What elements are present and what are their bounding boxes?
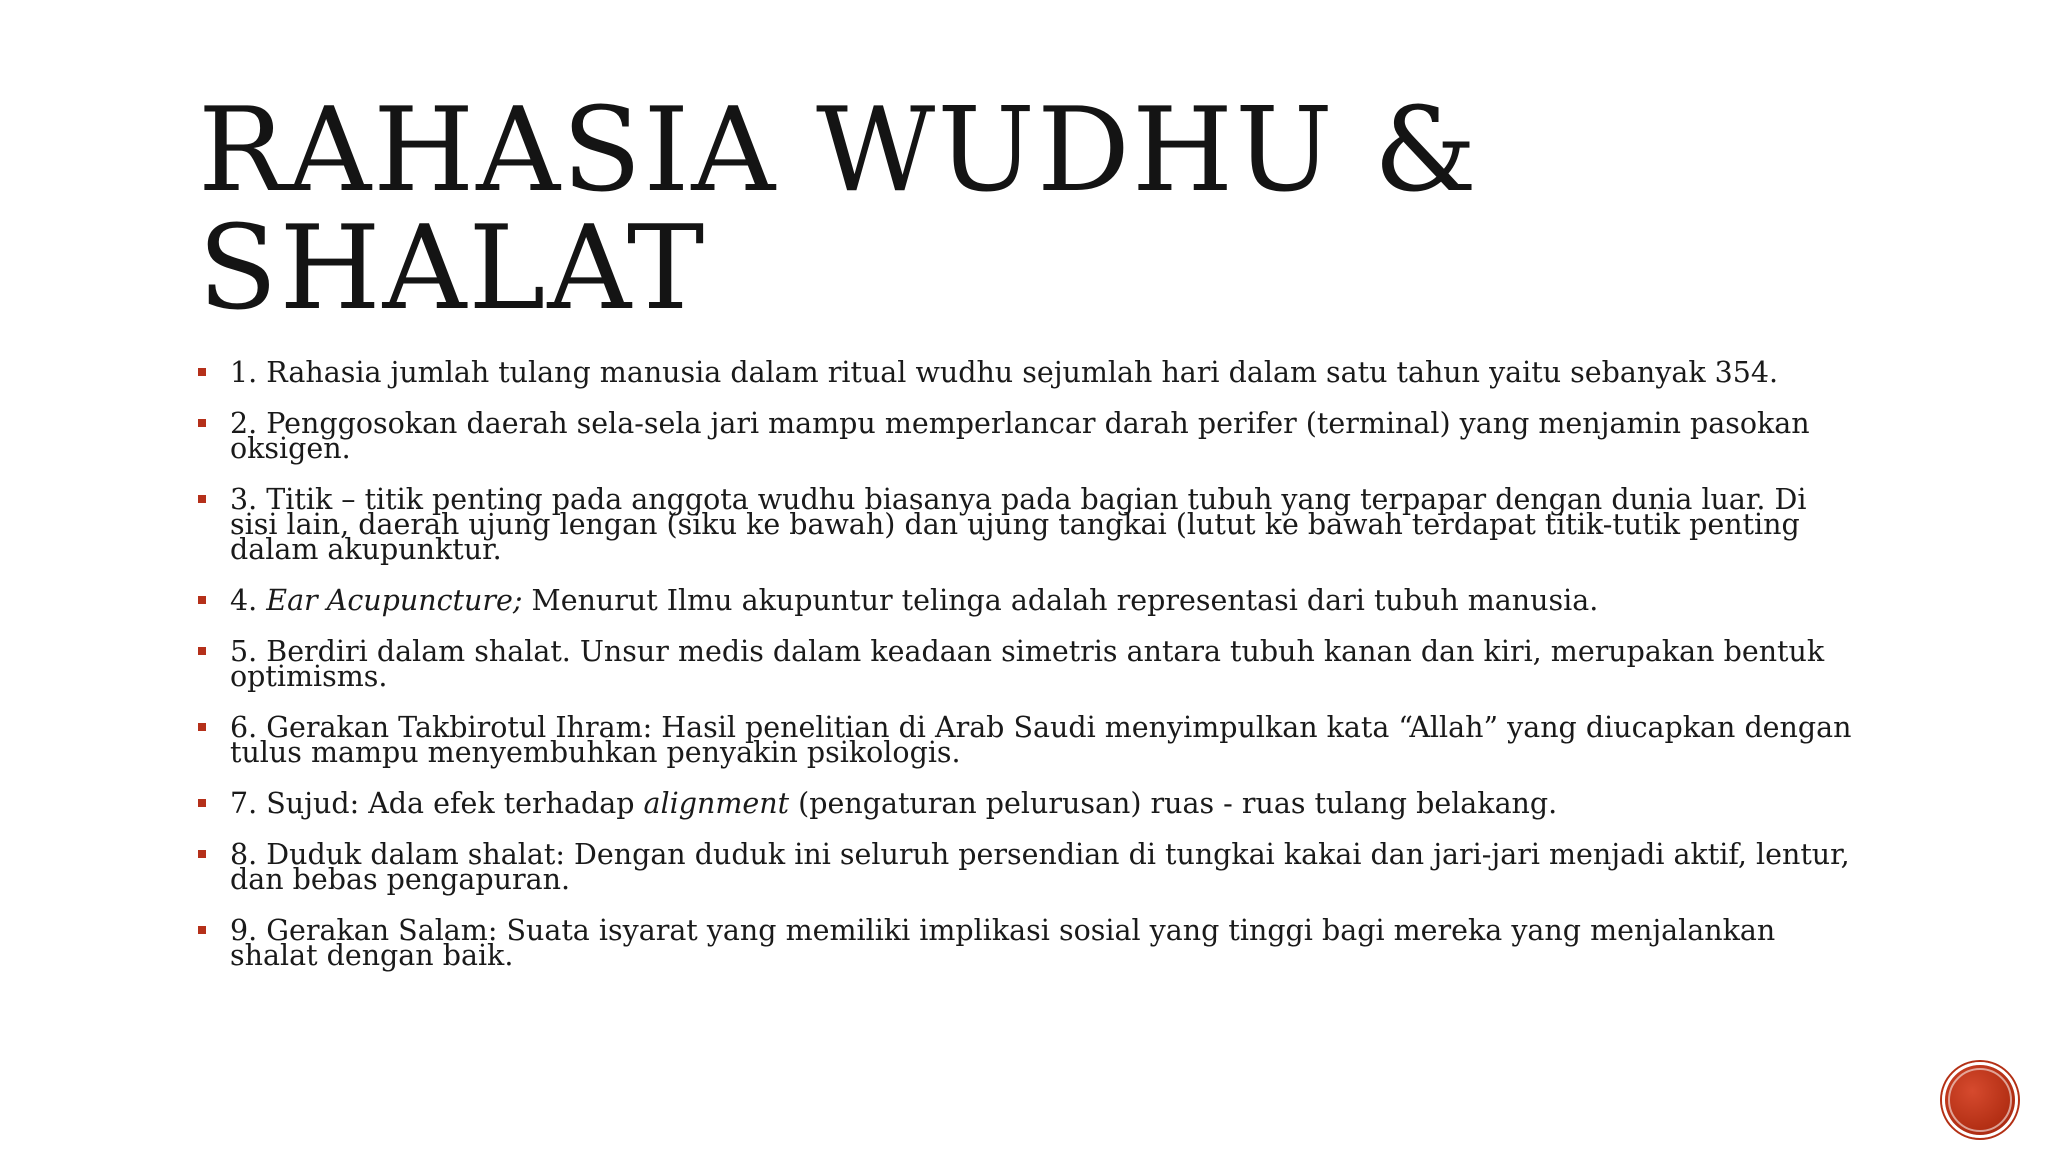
bullet-item-1: [196, 356, 1856, 389]
bullet-item-3: [196, 483, 1856, 566]
square-bullet-icon: [198, 799, 206, 807]
bullet-text: 2. Penggosokan daerah sela-sela jari mampu memperlancar darah perifer (terminal) yang menjamin pasokan oksigen.: [230, 407, 1810, 465]
bullet-item-9: [196, 914, 1856, 972]
slide-title: RAHASIA WUDHU & SHALAT: [198, 83, 1480, 336]
square-bullet-icon: [198, 647, 206, 655]
next-slide-circle-icon: [1948, 1068, 2012, 1132]
bullet-item-7: [196, 787, 1856, 820]
bullet-text: 6. Gerakan Takbirotul Ihram: Hasil penelitian di Arab Saudi menyimpulkan kata “Allah” yang diucapkan dengan tulus mampu menyembuhkan penyakin psikologis.: [230, 711, 1852, 769]
bullet-list: [196, 356, 1856, 994]
bullet-item-4: [196, 584, 1856, 617]
bullet-item-8: [196, 838, 1856, 896]
bullet-item-6: [196, 711, 1856, 769]
square-bullet-icon: [198, 723, 206, 731]
bullet-text-tail: (pengaturan pelurusan) ruas - ruas tulang belakang.: [789, 787, 1558, 820]
square-bullet-icon: [198, 850, 206, 858]
square-bullet-icon: [198, 495, 206, 503]
bullet-emphasis: alignment: [643, 787, 790, 820]
bullet-text: 8. Duduk dalam shalat: Dengan duduk ini seluruh persendian di tungkai kakai dan jari-jari menjadi aktif, lentur, dan bebas pengapuran.: [230, 838, 1850, 896]
bullet-text: 4.: [230, 584, 267, 617]
bullet-text: 5. Berdiri dalam shalat. Unsur medis dalam keadaan simetris antara tubuh kanan dan kiri, merupakan bentuk optimisms.: [230, 635, 1825, 693]
square-bullet-icon: [198, 596, 206, 604]
bullet-item-2: [196, 407, 1856, 465]
square-bullet-icon: [198, 419, 206, 427]
bullet-text: 3. Titik – titik penting pada anggota wudhu biasanya pada bagian tubuh yang terpapar dengan dunia luar. Di sisi lain, daerah ujung lengan (siku ke bawah) dan ujung tangkai (lutut ke bawah terdapat titik-tutik penting dalam akupunktur.: [230, 483, 1807, 566]
bullet-emphasis: Ear Acupuncture;: [266, 584, 523, 617]
bullet-text: 9. Gerakan Salam: Suata isyarat yang memiliki implikasi sosial yang tinggi bagi mereka yang menjalankan shalat dengan baik.: [230, 914, 1776, 972]
bullet-text-tail: Menurut Ilmu akupuntur telinga adalah representasi dari tubuh manusia.: [522, 584, 1599, 617]
bullet-text: 7. Sujud: Ada efek terhadap: [230, 787, 644, 820]
next-slide-button[interactable]: [1942, 1062, 2018, 1138]
bullet-item-5: [196, 635, 1856, 693]
square-bullet-icon: [198, 926, 206, 934]
square-bullet-icon: [198, 368, 206, 376]
bullet-text: 1. Rahasia jumlah tulang manusia dalam ritual wudhu sejumlah hari dalam satu tahun yaitu sebanyak 354.: [230, 356, 1779, 389]
